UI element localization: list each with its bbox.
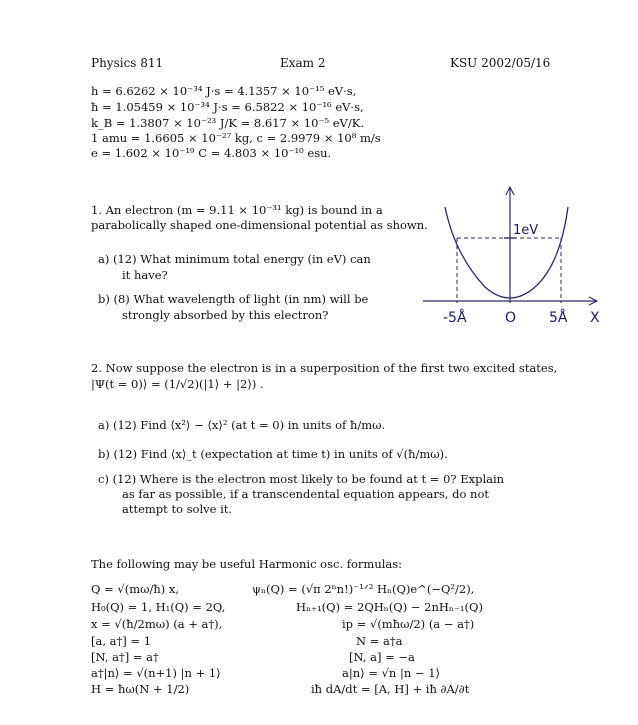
problem-1-intro: 1. An electron (m = 9.11 × 10⁻³¹ kg) is bound in a [91,203,383,217]
problem-1a: a) (12) What minimum total energy (in eV) can [98,252,371,266]
potential-figure [415,185,615,330]
energy-label: 1eV [513,223,539,238]
formula: iħ dA/dt = [A, H] + iħ ∂A/∂t [311,682,470,696]
constant-line: ħ = 1.05459 × 10⁻³⁴ J·s = 6.5822 × 10⁻¹⁶ eV·s, [91,100,364,114]
tick-label-zero: O [505,310,517,326]
formula: x = √(ħ/2mω) (a + a†), [91,617,223,631]
formula: a|n⟩ = √n |n − 1⟩ [342,666,440,680]
problem-2a: a) (12) Find ⟨x²⟩ − ⟨x⟩² (at t = 0) in units of ħ/mω. [98,418,386,432]
exam-title: Exam 2 [280,56,326,70]
formula: [N, a†] = a† [91,650,159,664]
formula: N = a†a [356,634,403,648]
tick-label-left: -5Å [443,310,467,326]
exam-date: KSU 2002/05/16 [450,56,551,70]
formula: a†|n⟩ = √(n+1) |n + 1⟩ [91,666,221,680]
formula: Hₙ₊₁(Q) = 2QHₙ(Q) − 2nHₙ₋₁(Q) [296,600,483,614]
problem-1b: strongly absorbed by this electron? [122,308,329,322]
problem-2c: attempt to solve it. [122,502,233,516]
formulas-intro: The following may be useful Harmonic osc. formulas: [91,557,403,571]
tick-label-right: 5Å [549,310,568,326]
constant-line: h = 6.6262 × 10⁻³⁴ J·s = 4.1357 × 10⁻¹⁵ eV·s, [91,84,357,98]
formula: ip = √(mħω/2) (a − a†) [342,617,475,631]
formula: [N, a] = −a [349,650,415,664]
parabola-curve [445,207,568,298]
problem-1b: b) (8) What wavelength of light (in nm) will be [98,292,369,306]
formula: ψₙ(Q) = (√π 2ⁿn!)⁻¹ᐟ² Hₙ(Q)e^(−Q²/2), [252,582,475,596]
constant-line: 1 amu = 1.6605 × 10⁻²⁷ kg, c = 2.9979 × 10⁸ m/s [91,131,381,145]
constant-line: k_B = 1.3807 × 10⁻²³ J/K = 8.617 × 10⁻⁵ eV/K. [91,116,364,130]
problem-2-state: |Ψ(t = 0)⟩ = (1/√2)(|1⟩ + |2⟩) . [91,377,264,391]
course-title: Physics 811 [91,56,164,70]
axis-label-x: X [590,310,600,326]
formula: H₀(Q) = 1, H₁(Q) = 2Q, [91,600,226,614]
constant-line: e = 1.602 × 10⁻¹⁹ C = 4.803 × 10⁻¹⁰ esu. [91,146,332,160]
formula: [a, a†] = 1 [91,634,152,648]
problem-1-intro: parabolically shaped one-dimensional potential as shown. [91,218,428,232]
problem-2-intro: 2. Now suppose the electron is in a superposition of the first two excited states, [91,361,558,375]
problem-2c: c) (12) Where is the electron most likely to be found at t = 0? Explain [98,472,505,486]
problem-2b: b) (12) Find ⟨x⟩_t (expectation at time t) in units of √(ħ/mω). [98,447,448,461]
formula: Q = √(mω/ħ) x, [91,582,180,596]
problem-1a: it have? [122,268,168,282]
problem-2c: as far as possible, if a transcendental equation appears, do not [122,487,489,501]
formula: H = ħω(N + 1/2) [91,682,190,696]
